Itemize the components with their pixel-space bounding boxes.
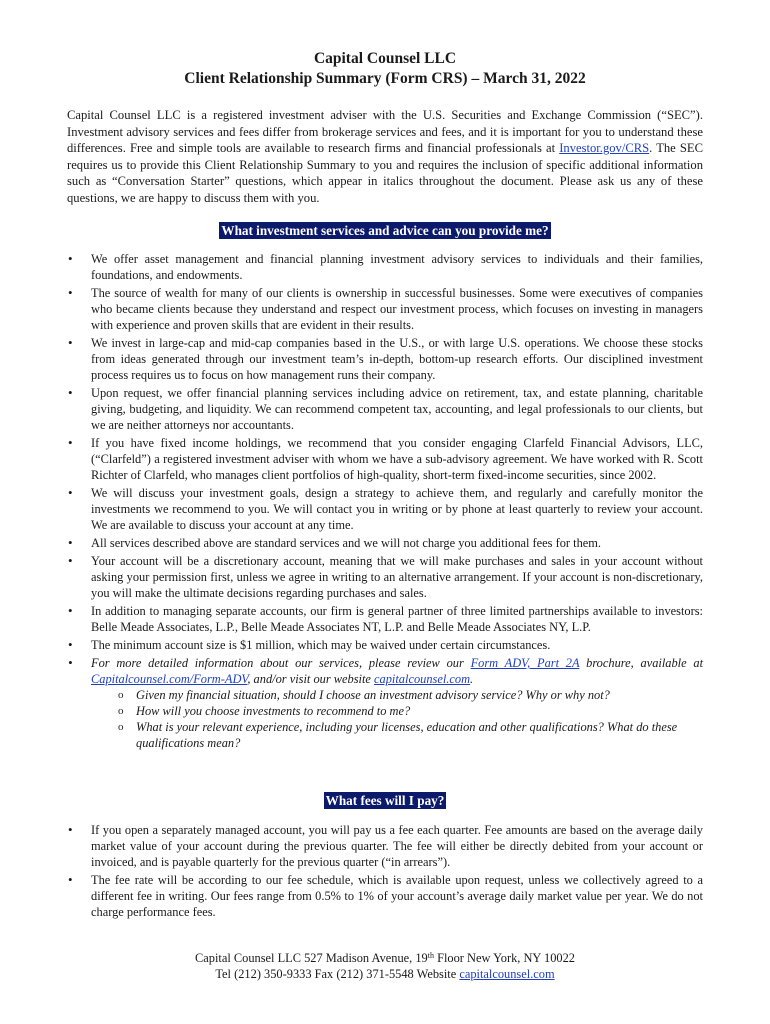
more-info-middle2: , and/or visit our website: [247, 672, 375, 686]
intro-text-2: . The SEC requires us to provide this Client Relationship Summary to you and requires the inclusion of specific additional information such as “Conversation Starter” questions, which appear in italics throughout the document. Please ask us any of these questions, we are happy to discuss them with you.: [67, 141, 703, 205]
services-heading: What investment services and advice can you provide me?: [221, 223, 549, 238]
question-item: o What is your relevant experience, including your licenses, education and other qualifications? What do these qualifications mean?: [91, 719, 703, 751]
more-info-suffix: .: [470, 672, 474, 686]
list-item: • All services described above are standard services and we will not charge you additional fees for them.: [67, 535, 703, 551]
fees-heading: What fees will I pay?: [325, 793, 445, 808]
list-item: • We offer asset management and financial planning investment advisory services to individuals and their families, foundations, and endowments.: [67, 251, 703, 283]
services-list: [67, 251, 703, 753]
investor-gov-link[interactable]: Investor.gov/CRS: [559, 141, 650, 156]
fees-heading-wrap: [0, 792, 770, 810]
form-adv-link[interactable]: Form ADV, Part 2A: [470, 656, 580, 670]
footer-address: Capital Counsel LLC 527 Madison Avenue, 19th Floor New York, NY 10022: [194, 951, 575, 965]
list-item: • Upon request, we offer financial planning services including advice on retirement, tax, and estate planning, charitable giving, budgeting, and liquidity. We can recommend competent tax, accounting, and legal professionals to our clients, but we are neither attorneys nor accountants.: [67, 385, 703, 433]
services-heading-wrap: [0, 222, 770, 240]
fees-list: [67, 822, 703, 922]
list-item: • We invest in large-cap and mid-cap companies based in the U.S., or with large U.S. operations. We choose these stocks from ideas generated through our investment team’s in-depth, bottom-up research efforts. Our disciplined investment process requires us to focus on how management runs their company.: [67, 335, 703, 383]
list-item: • Your account will be a discretionary account, meaning that we will make purchases and sales in your account without asking your permission first, unless we agree in writing to an alternative arrangement. If your account is non-discretionary, you will make the ultimate decisions regarding purchases and sales.: [67, 553, 703, 601]
list-item: • The fee rate will be according to our fee schedule, which is available upon request, unless we collectively agreed to a different fee in writing. Our fees range from 0.5% to 1% of your account’s average daily market value per year. We do not charge performance fees.: [67, 872, 703, 920]
website-link[interactable]: capitalcounsel.com: [374, 672, 471, 686]
document-title: Client Relationship Summary (Form CRS) – March 31, 2022: [184, 70, 586, 87]
company-title: Capital Counsel LLC: [313, 50, 457, 67]
list-item: • In addition to managing separate accounts, our firm is general partner of three limited partnerships available to investors: Belle Meade Associates, L.P., Belle Meade Associates NT, L.P. and Belle Meade Associates NY, L.P.: [67, 603, 703, 635]
more-info-middle: brochure, available at: [579, 656, 704, 670]
more-info-prefix: For more detailed information about our services, please review our: [91, 656, 471, 670]
footer-website-link[interactable]: capitalcounsel.com: [459, 967, 555, 981]
intro-text-1: Capital Counsel LLC is a registered investment adviser with the U.S. Securities and Exchange Commission (“SEC”). Investment advisory services and fees differ from brokerage services and fees, and it is important for you to understand these differences. Free and simple tools are available to research firms and financial professionals at: [67, 108, 703, 156]
more-info-item: [67, 655, 703, 751]
list-item: • The minimum account size is $1 million, which may be waived under certain circumstances.: [67, 637, 703, 653]
question-item: o Given my financial situation, should I choose an investment advisory service? Why or why not?: [91, 687, 703, 703]
list-item: • If you open a separately managed account, you will pay us a fee each quarter. Fee amounts are based on the average daily market value of your account during the previous quarter. The fee will either be directly debited from your account or invoiced, and is payable quarterly for the previous quarter (“in arrears”).: [67, 822, 703, 870]
form-adv-url-link[interactable]: Capitalcounsel.com/Form-ADV: [91, 672, 248, 686]
list-item: • The source of wealth for many of our clients is ownership in successful businesses. Some were executives of companies who became clients because they understand and respect our investment process, which focuses on investing in managers with experience and proven skills that are evident in their results.: [67, 285, 703, 333]
list-item: • We will discuss your investment goals, design a strategy to achieve them, and regularly and carefully monitor the investments we recommend to you. We will contact you in writing or by phone at least quarterly to review your account. We are available to discuss your account at any time.: [67, 485, 703, 533]
question-item: o How will you choose investments to recommend to me?: [91, 703, 703, 719]
footer: [0, 950, 770, 982]
footer-contact: Tel (212) 350-9333 Fax (212) 371-5548 Website capitalcounsel.com: [215, 967, 555, 981]
list-item: • If you have fixed income holdings, we recommend that you consider engaging Clarfeld Financial Advisors, LLC, (“Clarfeld”) a registered investment adviser with whom we have a sub-advisory agreement. We have worked with R. Scott Richter of Clarfeld, who manages client portfolios of high-quality, short-term fixed-income securities, since 2002.: [67, 435, 703, 483]
intro-paragraph: [67, 107, 703, 207]
conversation-starters: [91, 687, 703, 751]
